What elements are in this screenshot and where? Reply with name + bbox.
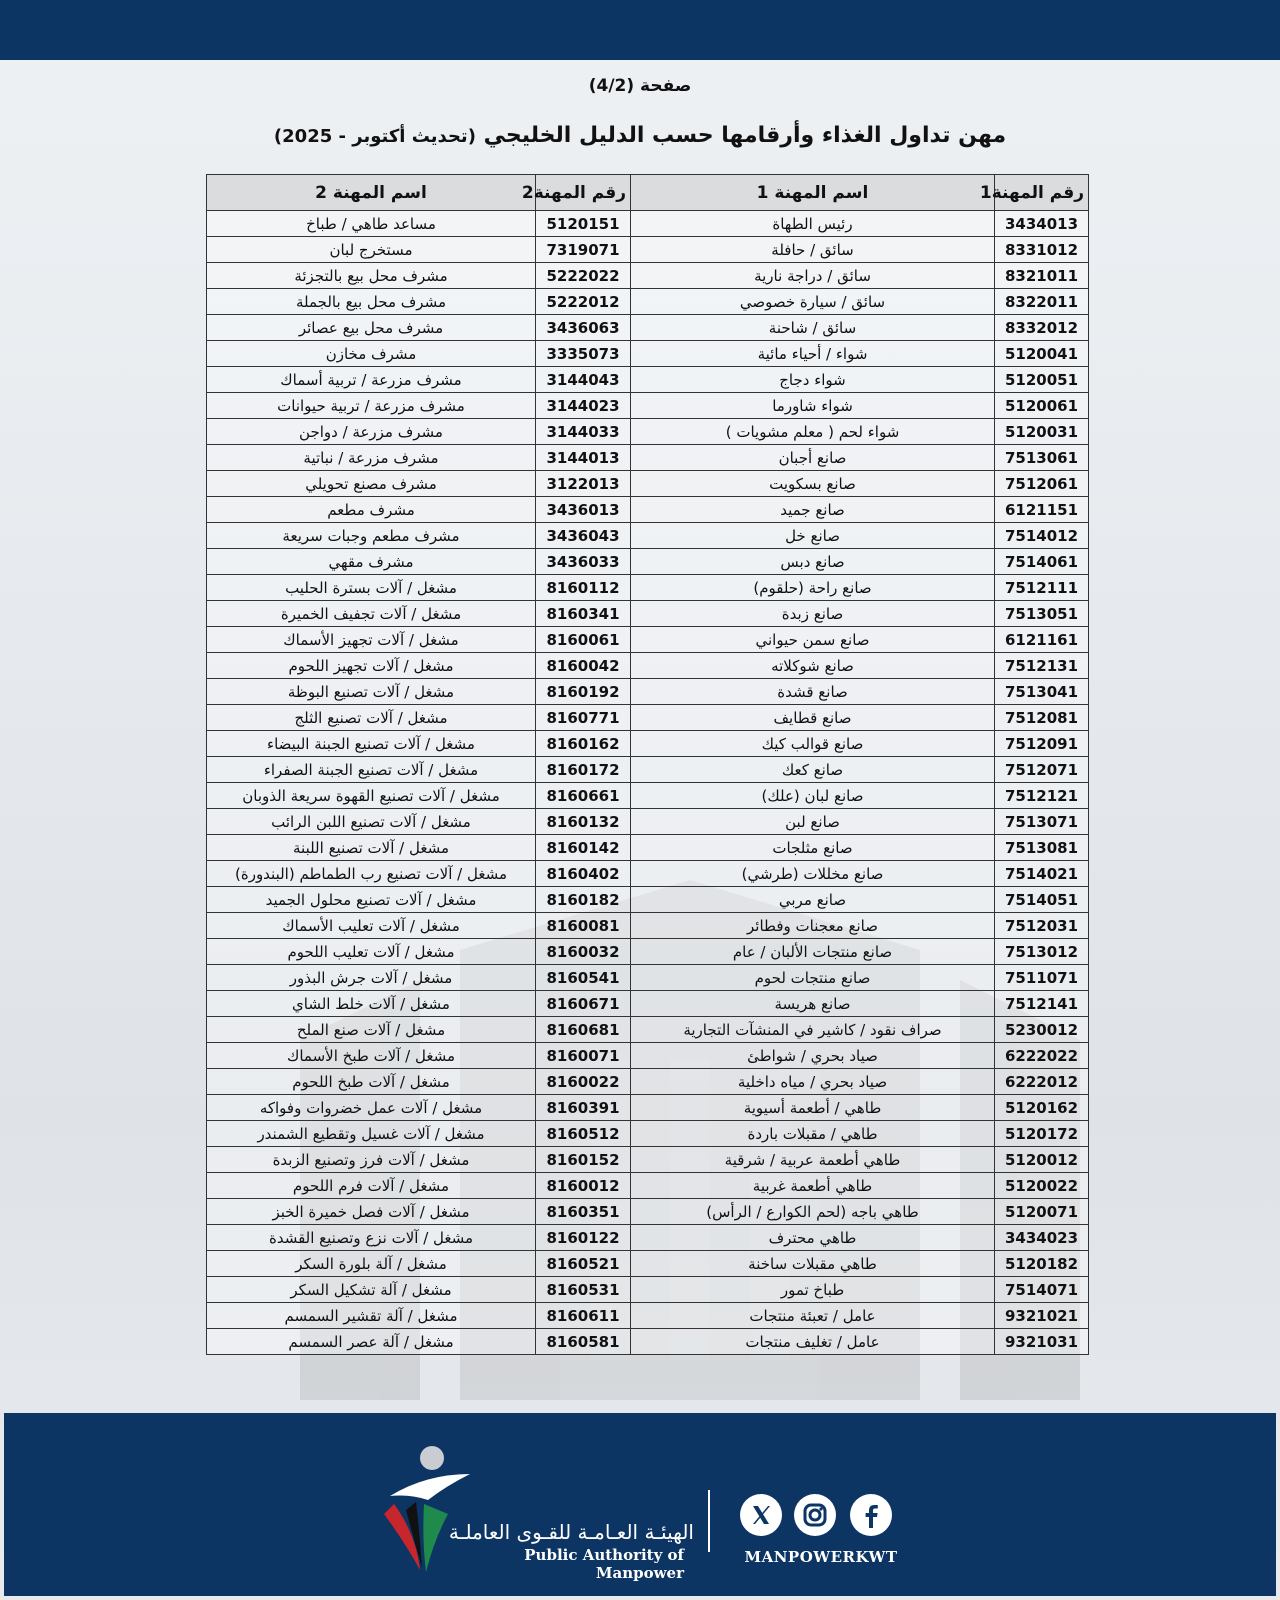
job-name-1-cell: صانع بسكويت — [631, 471, 995, 497]
job-name-1-cell: شواء / أحياء مائية — [631, 341, 995, 367]
job-code-1-cell: 8322011 — [995, 289, 1089, 315]
job-name-1-cell: عامل / تغليف منتجات — [631, 1329, 995, 1355]
table-row — [207, 783, 1089, 809]
table-row — [207, 315, 1089, 341]
job-code-1-cell: 7513081 — [995, 835, 1089, 861]
job-code-1-cell: 5120071 — [995, 1199, 1089, 1225]
job-code-1-cell: 7513061 — [995, 445, 1089, 471]
job-name-1-cell: طباخ تمور — [631, 1277, 995, 1303]
job-code-1-cell: 8321011 — [995, 263, 1089, 289]
job-name-1-cell: صانع أجبان — [631, 445, 995, 471]
job-code-2-cell: 8160402 — [536, 861, 631, 887]
table-row — [207, 523, 1089, 549]
job-name-2-cell: مشرف مقهي — [207, 549, 536, 575]
job-name-2-cell: مشرف محل بيع بالجملة — [207, 289, 536, 315]
table-row — [207, 419, 1089, 445]
job-name-1-cell: طاهي / أطعمة أسيوية — [631, 1095, 995, 1121]
job-name-2-cell: مشغل / آلات عمل خضروات وفواكه — [207, 1095, 536, 1121]
job-name-2-cell: مساعد طاهي / طباخ — [207, 211, 536, 237]
job-name-2-cell: مشرف مزرعة / نباتية — [207, 445, 536, 471]
job-name-2-cell: مشغل / آلة عصر السمسم — [207, 1329, 536, 1355]
job-code-1-cell: 6121151 — [995, 497, 1089, 523]
job-name-2-cell: مشغل / آلات تجهيز اللحوم — [207, 653, 536, 679]
table-row — [207, 1069, 1089, 1095]
job-code-1-cell: 7514051 — [995, 887, 1089, 913]
table-row — [207, 549, 1089, 575]
job-name-1-cell: صانع مربي — [631, 887, 995, 913]
job-name-2-cell: مشغل / آلات فرم اللحوم — [207, 1173, 536, 1199]
job-name-1-cell: صانع مخللات (طرشي) — [631, 861, 995, 887]
job-name-1-cell: طاهي محترف — [631, 1225, 995, 1251]
table-row — [207, 1095, 1089, 1121]
job-code-2-cell: 8160012 — [536, 1173, 631, 1199]
job-code-1-cell: 7512091 — [995, 731, 1089, 757]
table-row — [207, 991, 1089, 1017]
table-row — [207, 1173, 1089, 1199]
job-name-1-cell: صانع منتجات لحوم — [631, 965, 995, 991]
table-row — [207, 835, 1089, 861]
footer-divider — [708, 1490, 710, 1552]
job-code-1-cell: 7512061 — [995, 471, 1089, 497]
table-row — [207, 1199, 1089, 1225]
job-code-1-cell: 7512121 — [995, 783, 1089, 809]
job-name-1-cell: صانع جميد — [631, 497, 995, 523]
job-code-1-cell: 5120172 — [995, 1121, 1089, 1147]
job-code-2-cell: 3122013 — [536, 471, 631, 497]
table-row — [207, 887, 1089, 913]
table-row — [207, 861, 1089, 887]
job-name-2-cell: مشغل / آلات غسيل وتقطيع الشمندر — [207, 1121, 536, 1147]
job-name-2-cell: مشغل / آلات بسترة الحليب — [207, 575, 536, 601]
job-code-2-cell: 8160132 — [536, 809, 631, 835]
job-name-1-cell: صانع معجنات وفطائر — [631, 913, 995, 939]
job-code-2-cell: 8160172 — [536, 757, 631, 783]
table-row — [207, 731, 1089, 757]
job-code-2-cell: 8160042 — [536, 653, 631, 679]
job-name-1-cell: طاهي أطعمة عربية / شرقية — [631, 1147, 995, 1173]
job-code-1-cell: 5120022 — [995, 1173, 1089, 1199]
job-code-2-cell: 3144033 — [536, 419, 631, 445]
job-code-1-cell: 5120051 — [995, 367, 1089, 393]
job-name-1-cell: سائق / دراجة نارية — [631, 263, 995, 289]
job-code-2-cell: 7319071 — [536, 237, 631, 263]
job-name-2-cell: مشغل / آلات فرز وتصنيع الزبدة — [207, 1147, 536, 1173]
job-code-2-cell: 8160661 — [536, 783, 631, 809]
job-code-1-cell: 7514012 — [995, 523, 1089, 549]
table-row — [207, 913, 1089, 939]
table-row — [207, 263, 1089, 289]
job-name-2-cell: مشغل / آلة تقشير السمسم — [207, 1303, 536, 1329]
table-row — [207, 237, 1089, 263]
page-number-label: صفحة (4/2) — [588, 76, 692, 96]
job-code-2-cell: 8160022 — [536, 1069, 631, 1095]
job-code-2-cell: 3436063 — [536, 315, 631, 341]
org-name-english: Public Authority of Manpower — [524, 1546, 684, 1582]
social-handle: MANPOWERKWT — [744, 1548, 898, 1566]
job-code-1-cell: 9321031 — [995, 1329, 1089, 1355]
job-code-2-cell: 8160521 — [536, 1251, 631, 1277]
job-name-2-cell: مشغل / آلات فصل خميرة الخبز — [207, 1199, 536, 1225]
job-code-1-cell: 6222012 — [995, 1069, 1089, 1095]
job-code-1-cell: 5120061 — [995, 393, 1089, 419]
job-name-2-cell: مشغل / آلات جرش البذور — [207, 965, 536, 991]
document-title — [0, 123, 1280, 148]
job-code-1-cell: 3434023 — [995, 1225, 1089, 1251]
job-code-2-cell: 8160112 — [536, 575, 631, 601]
document-title-main: مهن تداول الغذاء وأرقامها حسب الدليل الخليجي — [483, 123, 1007, 148]
job-name-1-cell: صانع راحة (حلقوم) — [631, 575, 995, 601]
job-code-2-cell: 8160531 — [536, 1277, 631, 1303]
job-code-2-cell: 3436043 — [536, 523, 631, 549]
job-name-1-cell: صانع لبن — [631, 809, 995, 835]
job-name-2-cell: مشغل / آلة بلورة السكر — [207, 1251, 536, 1277]
job-code-2-cell: 8160671 — [536, 991, 631, 1017]
job-name-2-cell: مشغل / آلات تصنيع القهوة سريعة الذوبان — [207, 783, 536, 809]
job-name-2-cell: مشغل / آلات تصنيع اللبن الرائب — [207, 809, 536, 835]
table-row — [207, 497, 1089, 523]
table-row — [207, 1329, 1089, 1355]
job-name-2-cell: مشغل / آلات نزع وتصنيع القشدة — [207, 1225, 536, 1251]
job-code-1-cell: 7513012 — [995, 939, 1089, 965]
header-job-name-1: اسم المهنة 1 — [631, 175, 995, 211]
job-code-1-cell: 7512131 — [995, 653, 1089, 679]
table-row — [207, 679, 1089, 705]
job-name-1-cell: سائق / حافلة — [631, 237, 995, 263]
job-name-2-cell: مشغل / آلات تصنيع الجبنة البيضاء — [207, 731, 536, 757]
job-name-1-cell: طاهي مقبلات ساخنة — [631, 1251, 995, 1277]
job-code-1-cell: 5230012 — [995, 1017, 1089, 1043]
job-name-2-cell: مشغل / آلات تصنيع البوظة — [207, 679, 536, 705]
table-row — [207, 705, 1089, 731]
table-row — [207, 471, 1089, 497]
table-row — [207, 575, 1089, 601]
job-code-2-cell: 8160391 — [536, 1095, 631, 1121]
job-code-1-cell: 7511071 — [995, 965, 1089, 991]
table-row — [207, 1147, 1089, 1173]
job-name-1-cell: شواء شاورما — [631, 393, 995, 419]
job-name-2-cell: مشغل / آلات تصنيع الثلج — [207, 705, 536, 731]
job-name-1-cell: عامل / تعبئة منتجات — [631, 1303, 995, 1329]
job-code-1-cell: 5120162 — [995, 1095, 1089, 1121]
job-name-1-cell: طاهي باجه (لحم الكوارع / الرأس) — [631, 1199, 995, 1225]
job-code-1-cell: 7514071 — [995, 1277, 1089, 1303]
job-name-2-cell: مشغل / آلة تشكيل السكر — [207, 1277, 536, 1303]
table-row — [207, 289, 1089, 315]
job-code-2-cell: 3144013 — [536, 445, 631, 471]
job-code-1-cell: 8332012 — [995, 315, 1089, 341]
job-name-1-cell: صياد بحري / مياه داخلية — [631, 1069, 995, 1095]
job-name-2-cell: مشرف مطعم — [207, 497, 536, 523]
job-name-2-cell: مشغل / آلات تصنيع اللبنة — [207, 835, 536, 861]
job-name-2-cell: مشغل / آلات طبخ اللحوم — [207, 1069, 536, 1095]
job-code-2-cell: 5222012 — [536, 289, 631, 315]
job-name-1-cell: شواء دجاج — [631, 367, 995, 393]
job-code-1-cell: 3434013 — [995, 211, 1089, 237]
job-name-1-cell: صانع قشدة — [631, 679, 995, 705]
job-name-1-cell: صانع زبدة — [631, 601, 995, 627]
job-code-2-cell: 8160681 — [536, 1017, 631, 1043]
job-name-1-cell: رئيس الطهاة — [631, 211, 995, 237]
table-row — [207, 1121, 1089, 1147]
table-row — [207, 939, 1089, 965]
job-name-2-cell: مشغل / آلات خلط الشاي — [207, 991, 536, 1017]
job-code-2-cell: 3144023 — [536, 393, 631, 419]
table-row — [207, 367, 1089, 393]
job-code-2-cell: 8160192 — [536, 679, 631, 705]
job-name-2-cell: مشغل / آلات تصنيع محلول الجميد — [207, 887, 536, 913]
instagram-icon[interactable] — [794, 1494, 836, 1536]
job-name-2-cell: مشرف مخازن — [207, 341, 536, 367]
job-name-1-cell: صانع قطايف — [631, 705, 995, 731]
job-code-1-cell: 7513071 — [995, 809, 1089, 835]
table-row — [207, 627, 1089, 653]
job-code-2-cell: 8160032 — [536, 939, 631, 965]
document-title-note: (تحديث أكتوبر - 2025) — [273, 126, 476, 147]
header-job-name-2: اسم المهنة 2 — [207, 175, 536, 211]
job-code-2-cell: 8160351 — [536, 1199, 631, 1225]
table-row — [207, 1043, 1089, 1069]
job-code-1-cell: 7512071 — [995, 757, 1089, 783]
job-code-1-cell: 8331012 — [995, 237, 1089, 263]
job-code-1-cell: 6121161 — [995, 627, 1089, 653]
job-name-1-cell: صراف نقود / كاشير في المنشآت التجارية — [631, 1017, 995, 1043]
job-code-1-cell: 7512141 — [995, 991, 1089, 1017]
job-code-1-cell: 5120182 — [995, 1251, 1089, 1277]
job-name-1-cell: سائق / شاحنة — [631, 315, 995, 341]
job-code-1-cell: 7512031 — [995, 913, 1089, 939]
job-name-2-cell: مستخرج لبان — [207, 237, 536, 263]
job-code-1-cell: 7512111 — [995, 575, 1089, 601]
job-name-1-cell: طاهي أطعمة غربية — [631, 1173, 995, 1199]
table-row — [207, 809, 1089, 835]
job-code-2-cell: 3436013 — [536, 497, 631, 523]
job-name-2-cell: مشغل / آلات تعليب الأسماك — [207, 913, 536, 939]
job-name-2-cell: مشرف مطعم وجبات سريعة — [207, 523, 536, 549]
job-name-2-cell: مشرف محل بيع بالتجزئة — [207, 263, 536, 289]
table-header-row — [207, 175, 1089, 211]
job-code-1-cell: 5120041 — [995, 341, 1089, 367]
job-name-2-cell: مشغل / آلات تجهيز الأسماك — [207, 627, 536, 653]
job-code-2-cell: 8160581 — [536, 1329, 631, 1355]
job-name-1-cell: صانع قوالب كيك — [631, 731, 995, 757]
job-code-2-cell: 8160341 — [536, 601, 631, 627]
job-name-1-cell: طاهي / مقبلات باردة — [631, 1121, 995, 1147]
job-name-2-cell: مشرف مزرعة / تربية أسماك — [207, 367, 536, 393]
table-row — [207, 1017, 1089, 1043]
job-code-2-cell: 8160081 — [536, 913, 631, 939]
job-code-1-cell: 7513051 — [995, 601, 1089, 627]
job-code-2-cell: 5120151 — [536, 211, 631, 237]
job-code-2-cell: 8160071 — [536, 1043, 631, 1069]
job-name-1-cell: صانع لبان (علك) — [631, 783, 995, 809]
job-name-2-cell: مشغل / آلات تعليب اللحوم — [207, 939, 536, 965]
job-code-1-cell: 7514061 — [995, 549, 1089, 575]
job-code-1-cell: 9321021 — [995, 1303, 1089, 1329]
table-row — [207, 757, 1089, 783]
job-name-2-cell: مشغل / آلات تصنيع رب الطماطم (البندورة) — [207, 861, 536, 887]
job-name-2-cell: مشغل / آلات طبخ الأسماك — [207, 1043, 536, 1069]
header-job-code-2: رقم المهنة2 — [536, 175, 631, 211]
job-code-2-cell: 8160541 — [536, 965, 631, 991]
header-job-code-1: رقم المهنة1 — [995, 175, 1089, 211]
job-name-1-cell: صانع مثلجات — [631, 835, 995, 861]
job-code-2-cell: 3335073 — [536, 341, 631, 367]
table-row — [207, 211, 1089, 237]
org-name-arabic: الهيئـة العـامـة للقـوى العاملـة — [448, 1520, 694, 1544]
table-row — [207, 653, 1089, 679]
job-name-1-cell: صانع منتجات الألبان / عام — [631, 939, 995, 965]
job-code-2-cell: 8160142 — [536, 835, 631, 861]
job-name-1-cell: صانع سمن حيواني — [631, 627, 995, 653]
job-code-2-cell: 8160122 — [536, 1225, 631, 1251]
job-code-2-cell: 8160182 — [536, 887, 631, 913]
job-name-2-cell: مشغل / آلات صنع الملح — [207, 1017, 536, 1043]
job-name-2-cell: مشرف مزرعة / تربية حيوانات — [207, 393, 536, 419]
job-name-2-cell: مشغل / آلات تصنيع الجبنة الصفراء — [207, 757, 536, 783]
table-row — [207, 1225, 1089, 1251]
table-row — [207, 393, 1089, 419]
x-icon[interactable] — [740, 1494, 782, 1536]
job-code-1-cell: 7513041 — [995, 679, 1089, 705]
job-code-2-cell: 3436033 — [536, 549, 631, 575]
facebook-icon[interactable] — [850, 1494, 892, 1536]
job-name-1-cell: صانع دبس — [631, 549, 995, 575]
table-row — [207, 341, 1089, 367]
job-code-2-cell: 3144043 — [536, 367, 631, 393]
job-name-1-cell: صانع كعك — [631, 757, 995, 783]
occupations-table — [206, 174, 1089, 1355]
table-body — [207, 211, 1089, 1355]
job-code-1-cell: 6222022 — [995, 1043, 1089, 1069]
job-code-2-cell: 8160512 — [536, 1121, 631, 1147]
job-name-2-cell: مشرف مصنع تحويلي — [207, 471, 536, 497]
job-name-2-cell: مشغل / آلات تجفيف الخميرة — [207, 601, 536, 627]
top-bar — [0, 0, 1280, 60]
job-code-2-cell: 8160061 — [536, 627, 631, 653]
table-row — [207, 601, 1089, 627]
job-code-1-cell: 5120031 — [995, 419, 1089, 445]
job-code-2-cell: 5222022 — [536, 263, 631, 289]
job-name-1-cell: صانع شوكلاته — [631, 653, 995, 679]
table-row — [207, 965, 1089, 991]
job-code-2-cell: 8160771 — [536, 705, 631, 731]
job-name-1-cell: صياد بحري / شواطئ — [631, 1043, 995, 1069]
table-row — [207, 445, 1089, 471]
job-name-1-cell: صانع هريسة — [631, 991, 995, 1017]
job-code-1-cell: 7514021 — [995, 861, 1089, 887]
job-code-1-cell: 5120012 — [995, 1147, 1089, 1173]
job-name-2-cell: مشرف محل بيع عصائر — [207, 315, 536, 341]
table-row — [207, 1303, 1089, 1329]
job-code-1-cell: 7512081 — [995, 705, 1089, 731]
job-code-2-cell: 8160162 — [536, 731, 631, 757]
job-code-2-cell: 8160152 — [536, 1147, 631, 1173]
job-name-1-cell: شواء لحم ( معلم مشويات ) — [631, 419, 995, 445]
table-row — [207, 1277, 1089, 1303]
table-row — [207, 1251, 1089, 1277]
job-name-1-cell: سائق / سيارة خصوصي — [631, 289, 995, 315]
job-name-2-cell: مشرف مزرعة / دواجن — [207, 419, 536, 445]
job-name-1-cell: صانع خل — [631, 523, 995, 549]
job-code-2-cell: 8160611 — [536, 1303, 631, 1329]
